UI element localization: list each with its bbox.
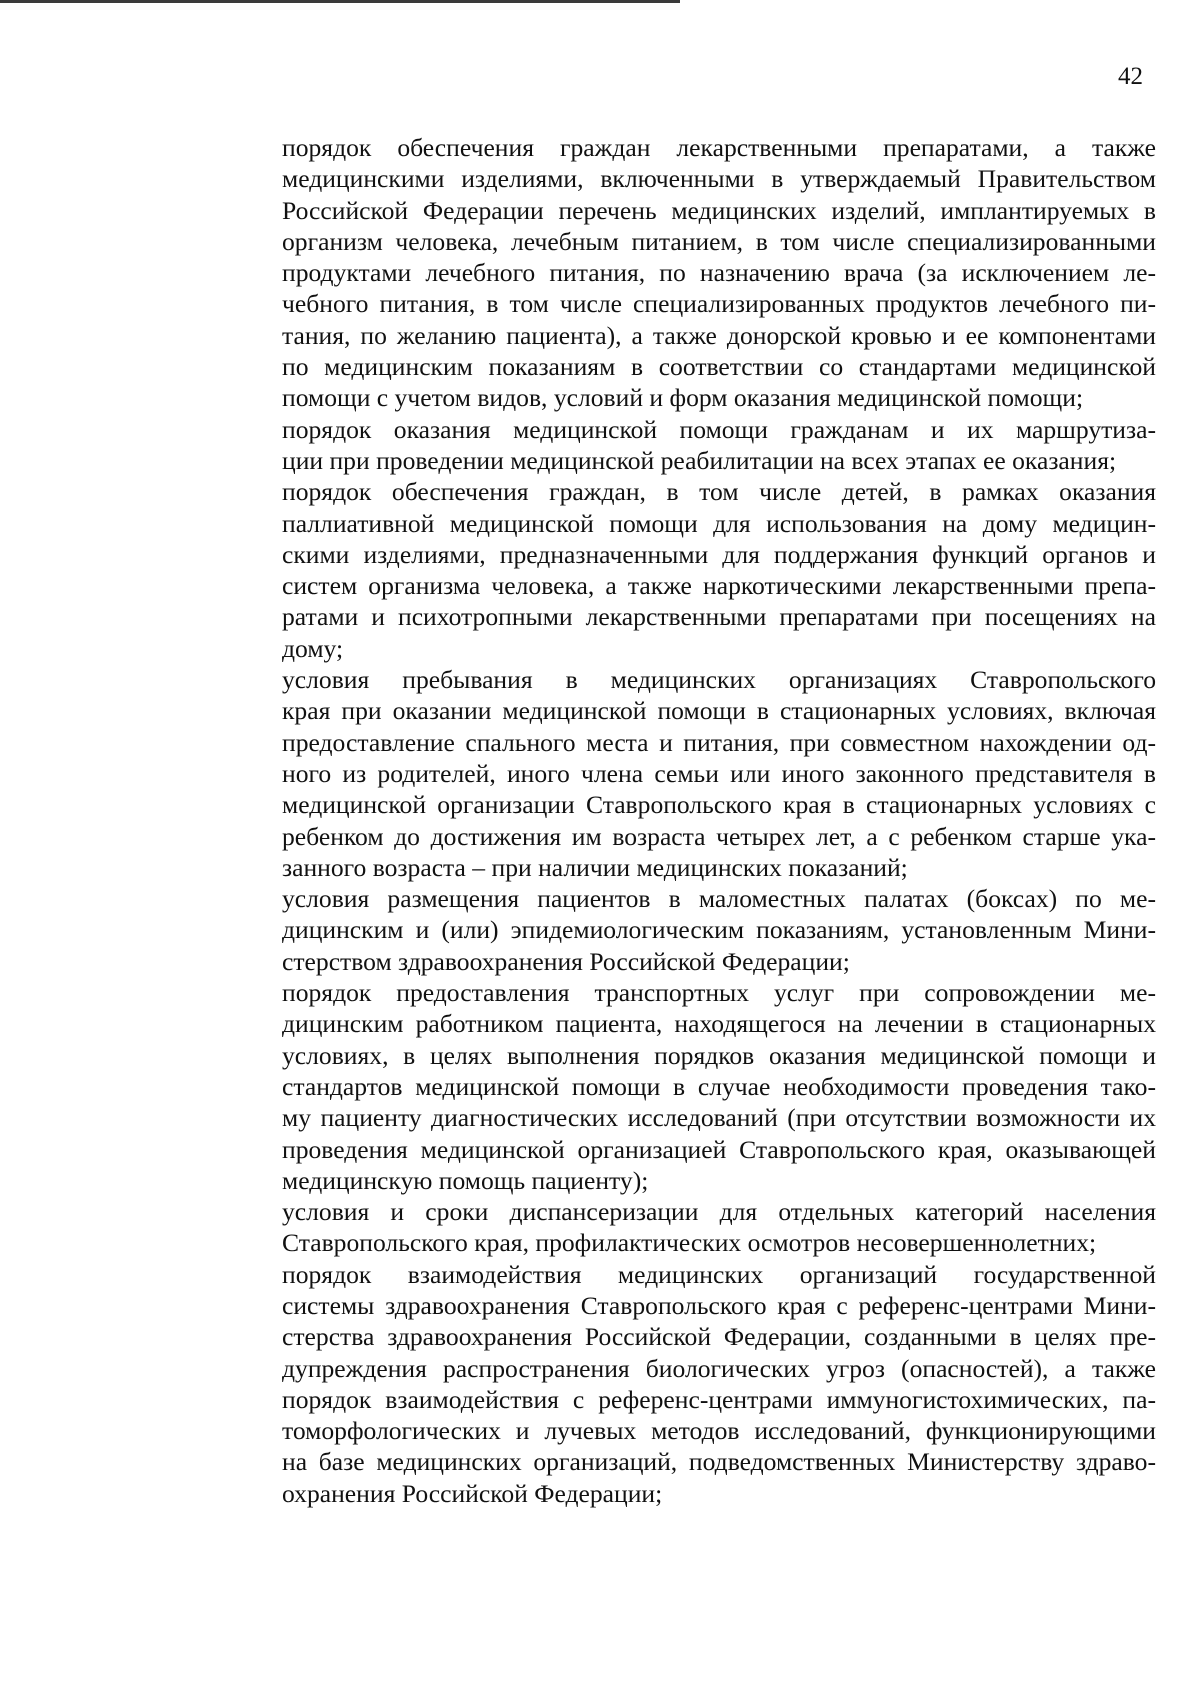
text-line: дому; bbox=[282, 633, 344, 663]
text-line: системы здравоохранения Ставропольского края с референс-центрами Мини- bbox=[282, 1290, 1156, 1320]
text-line: предоставление спального места и питания, при совместном нахождении од- bbox=[282, 727, 1156, 757]
text-line: систем организма человека, а также наркотическими лекарственными препа- bbox=[282, 571, 1156, 601]
paragraph-rehabilitation-routing bbox=[210, 414, 1156, 477]
text-line: Российской Федерации перечень медицинских изделий, имплантируемых в bbox=[282, 195, 1156, 225]
text-line: дицинским работником пациента, находящегося на лечении в стационарных bbox=[282, 1009, 1156, 1039]
text-line: тания, по желанию пациента), а также донорской кровью и ее компонентами bbox=[282, 320, 1156, 350]
text-line: проведения медицинской организацией Ставропольского края, оказывающей bbox=[282, 1134, 1156, 1164]
text-line: паллиативной медицинской помощи для использования на дому медицин- bbox=[282, 508, 1156, 538]
text-line: ции при проведении медицинской реабилитации на всех этапах ее оказания; bbox=[282, 445, 1117, 475]
text-line: чебного питания, в том числе специализированных продуктов лечебного пи- bbox=[282, 289, 1156, 319]
text-line: порядок взаимодействия медицинских организаций государственной bbox=[282, 1259, 1156, 1289]
text-line: дицинским и (или) эпидемиологическим показаниям, установленным Мини- bbox=[282, 915, 1156, 945]
text-line: условия пребывания в медицинских организациях Ставропольского bbox=[282, 665, 1156, 695]
paragraph-transport-services bbox=[210, 977, 1156, 1196]
text-line: порядок оказания медицинской помощи гражданам и их маршрутиза- bbox=[282, 414, 1156, 444]
text-line: по медицинским показаниям в соответствии со стандартами медицинской bbox=[282, 352, 1156, 382]
text-line: му пациенту диагностических исследований (при отсутствии возможности их bbox=[282, 1103, 1156, 1133]
text-line: стерства здравоохранения Российской Федерации, созданными в целях пре- bbox=[282, 1322, 1156, 1352]
text-line: условия и сроки диспансеризации для отдельных категорий населения bbox=[282, 1197, 1156, 1227]
text-line: ного из родителей, иного члена семьи или иного законного представителя в bbox=[282, 758, 1156, 788]
text-line: медицинскую помощь пациенту); bbox=[282, 1165, 649, 1195]
text-line: порядок обеспечения граждан, в том числе детей, в рамках оказания bbox=[282, 477, 1156, 507]
paragraph-hospital-stay bbox=[210, 664, 1156, 883]
text-line: занного возраста – при наличии медицинских показаний; bbox=[282, 852, 908, 882]
text-line: охранения Российской Федерации; bbox=[282, 1478, 663, 1508]
text-line: скими изделиями, предназначенными для поддержания функций органов и bbox=[282, 539, 1156, 569]
paragraph-medication-supply bbox=[210, 132, 1156, 414]
scan-edge-line bbox=[0, 0, 680, 3]
text-line: томорфологических и лучевых методов исследований, функционирующими bbox=[282, 1416, 1156, 1446]
text-line: ребенком до достижения им возраста четырех лет, а с ребенком старше ука- bbox=[282, 821, 1156, 851]
text-line: стандартов медицинской помощи в случае необходимости проведения тако- bbox=[282, 1071, 1156, 1101]
text-line: условиях, в целях выполнения порядков оказания медицинской помощи и bbox=[282, 1040, 1156, 1070]
text-line: порядок предоставления транспортных услуг при сопровождении ме- bbox=[282, 978, 1156, 1008]
paragraph-reference-centers bbox=[210, 1259, 1156, 1509]
text-line: Ставропольского края, профилактических осмотров несовершеннолетних; bbox=[282, 1228, 1097, 1258]
text-line: на базе медицинских организаций, подведомственных Министерству здраво- bbox=[282, 1447, 1156, 1477]
text-line: ратами и психотропными лекарственными препаратами при посещениях на bbox=[282, 602, 1156, 632]
text-line: продуктами лечебного питания, по назначению врача (за исключением ле- bbox=[282, 258, 1156, 288]
text-line: порядок обеспечения граждан лекарственными препаратами, а также bbox=[282, 133, 1156, 162]
paragraph-dispensarization bbox=[210, 1196, 1156, 1259]
paragraph-palliative-care bbox=[210, 476, 1156, 664]
text-line: дупреждения распространения биологических угроз (опасностей), а также bbox=[282, 1353, 1156, 1383]
text-line: медицинскими изделиями, включенными в утверждаемый Правительством bbox=[282, 164, 1156, 194]
text-line: порядок взаимодействия с референс-центрами иммуногистохимических, па- bbox=[282, 1384, 1156, 1414]
paragraph-small-wards bbox=[210, 883, 1156, 977]
text-line: стерством здравоохранения Российской Федерации; bbox=[282, 946, 850, 976]
text-line: помощи с учетом видов, условий и форм оказания медицинской помощи; bbox=[282, 383, 1084, 413]
text-line: края при оказании медицинской помощи в стационарных условиях, включая bbox=[282, 696, 1156, 726]
text-line: условия размещения пациентов в маломестных палатах (боксах) по ме- bbox=[282, 884, 1156, 914]
text-line: медицинской организации Ставропольского края в стационарных условиях с bbox=[282, 790, 1156, 820]
text-line: организм человека, лечебным питанием, в том числе специализированными bbox=[282, 226, 1156, 256]
page-number: 42 bbox=[1118, 63, 1143, 90]
document-body bbox=[210, 132, 1156, 1509]
